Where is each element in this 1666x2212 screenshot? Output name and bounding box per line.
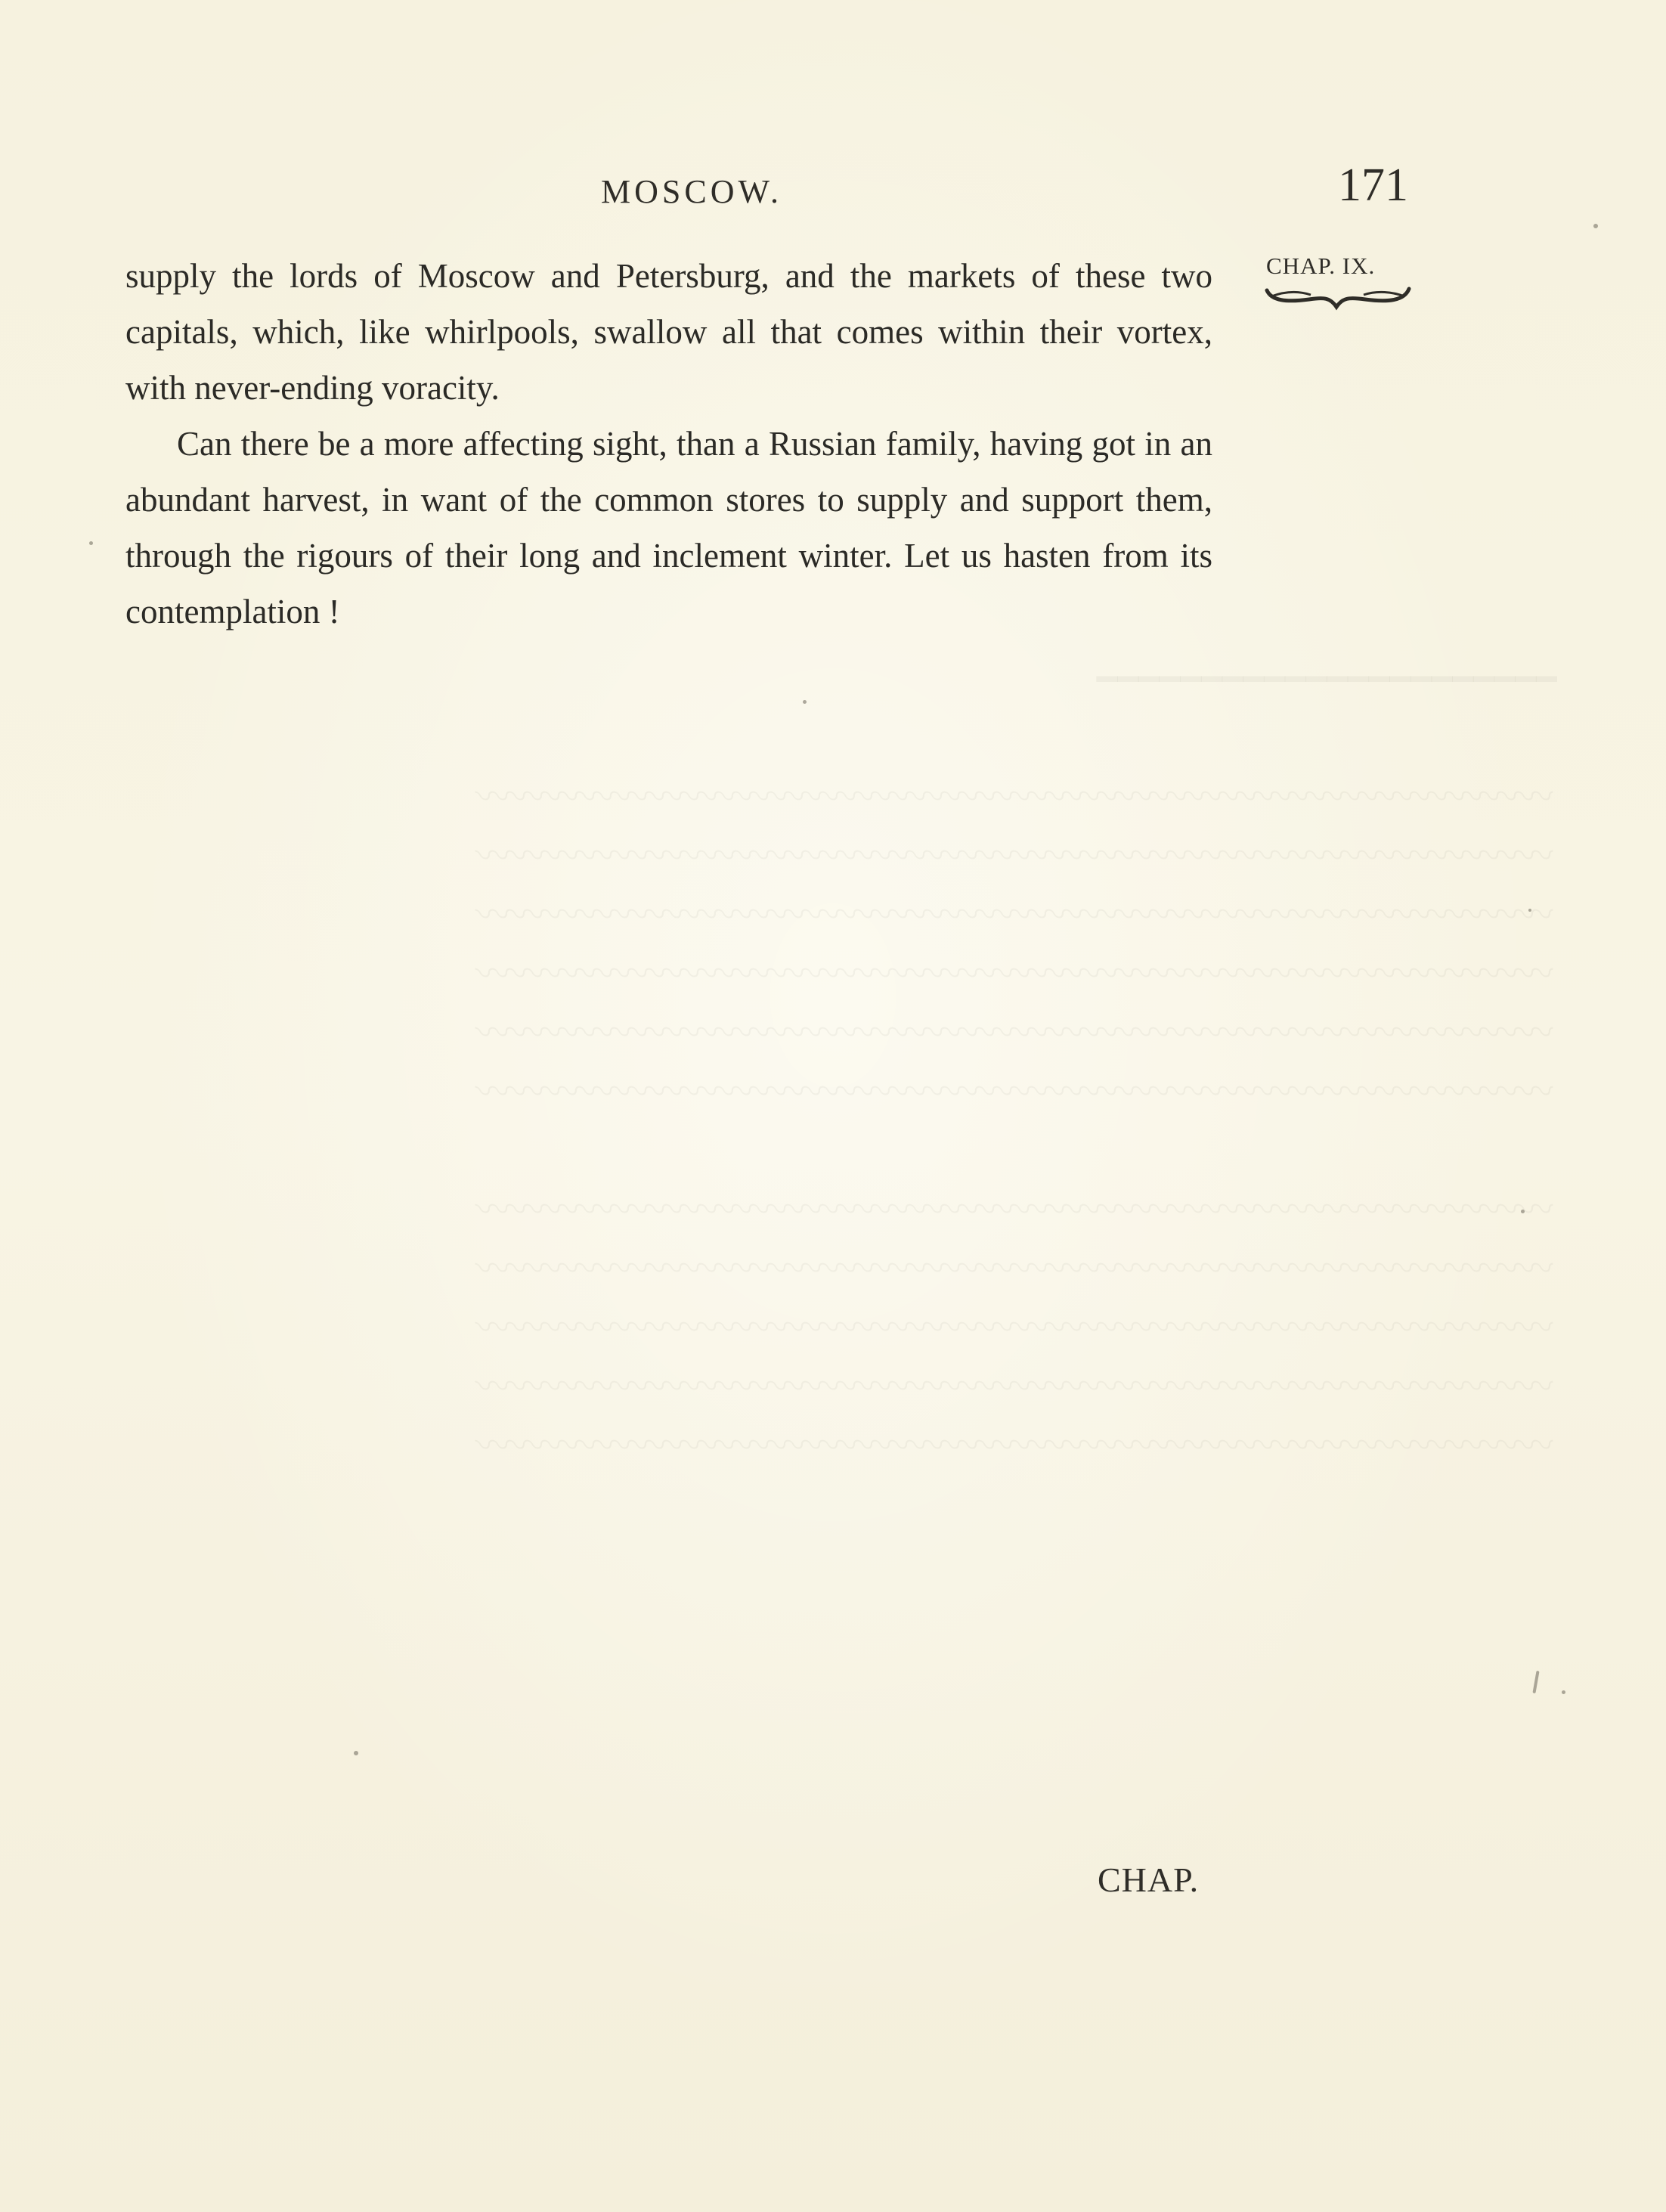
- paper-speck: [1593, 224, 1598, 228]
- catchword: CHAP.: [1098, 1860, 1200, 1899]
- paper-speck: [89, 541, 93, 545]
- body-text: [125, 248, 1212, 640]
- chapter-side-note-label: CHAP. IX.: [1266, 252, 1376, 279]
- running-head: [0, 159, 1666, 219]
- page-number: 171: [1338, 160, 1408, 211]
- running-head-title: MOSCOW.: [601, 173, 782, 210]
- bleed-through-texture: ━━━━━━━━━━━━━━━━━━━━━━ 〰〰〰〰〰〰〰〰〰〰〰〰〰〰〰〰〰〰〰〰〰〰〰〰〰〰〰〰〰〰〰 〰〰〰〰〰〰〰〰〰〰〰〰〰〰〰〰〰〰〰〰〰〰〰〰〰〰〰〰〰〰〰 〰〰〰〰〰〰〰〰〰〰〰〰〰〰〰〰〰〰〰〰〰〰〰〰〰〰〰〰〰〰〰 〰〰〰〰〰〰〰〰〰〰〰〰〰〰〰〰〰〰〰〰〰〰〰〰〰〰〰〰〰〰〰 〰〰〰〰〰〰〰〰〰〰〰〰〰〰〰〰〰〰〰〰〰〰〰〰〰〰〰〰〰〰〰 〰〰〰〰〰〰〰〰〰〰〰〰〰〰〰〰〰〰〰〰〰〰〰〰〰〰〰〰〰〰〰 〰〰〰〰〰〰〰〰〰〰〰〰〰〰〰〰〰〰〰〰〰〰〰〰〰〰〰〰〰〰〰 〰〰〰〰〰〰〰〰〰〰〰〰〰〰〰〰〰〰〰〰〰〰〰〰〰〰〰〰〰〰〰 〰〰〰〰〰〰〰〰〰〰〰〰〰〰〰〰〰〰〰〰〰〰〰〰〰〰〰〰〰〰〰 〰〰〰〰〰〰〰〰〰〰〰〰〰〰〰〰〰〰〰〰〰〰〰〰〰〰〰〰〰〰〰 〰〰〰〰〰〰〰〰〰〰〰〰〰〰〰〰〰〰〰〰〰〰〰〰〰〰〰〰〰〰〰: [479, 660, 1557, 1465]
- paper-speck: [803, 700, 807, 704]
- paper-speck: [354, 1751, 358, 1755]
- paper-speck: [1562, 1690, 1565, 1694]
- paragraph: Can there be a more affecting sight, than a Russian family, having got in an abundant harvest, in want of the common stores to supply and support them, through the rigours of their long and inclement winter. Let us hasten from its contemplation !: [125, 425, 1212, 630]
- paper-speck: [1532, 1671, 1539, 1693]
- paper-speck: [1528, 909, 1531, 912]
- brace-icon: [1264, 284, 1412, 313]
- paper-speck: [1521, 1210, 1525, 1213]
- chapter-side-note: [1264, 249, 1415, 318]
- paragraph-continued: supply the lords of Moscow and Petersburg, and the markets of these two capitals, which, like whirlpools, swallow all that comes within their vortex, with never-ending voracity.: [125, 257, 1212, 407]
